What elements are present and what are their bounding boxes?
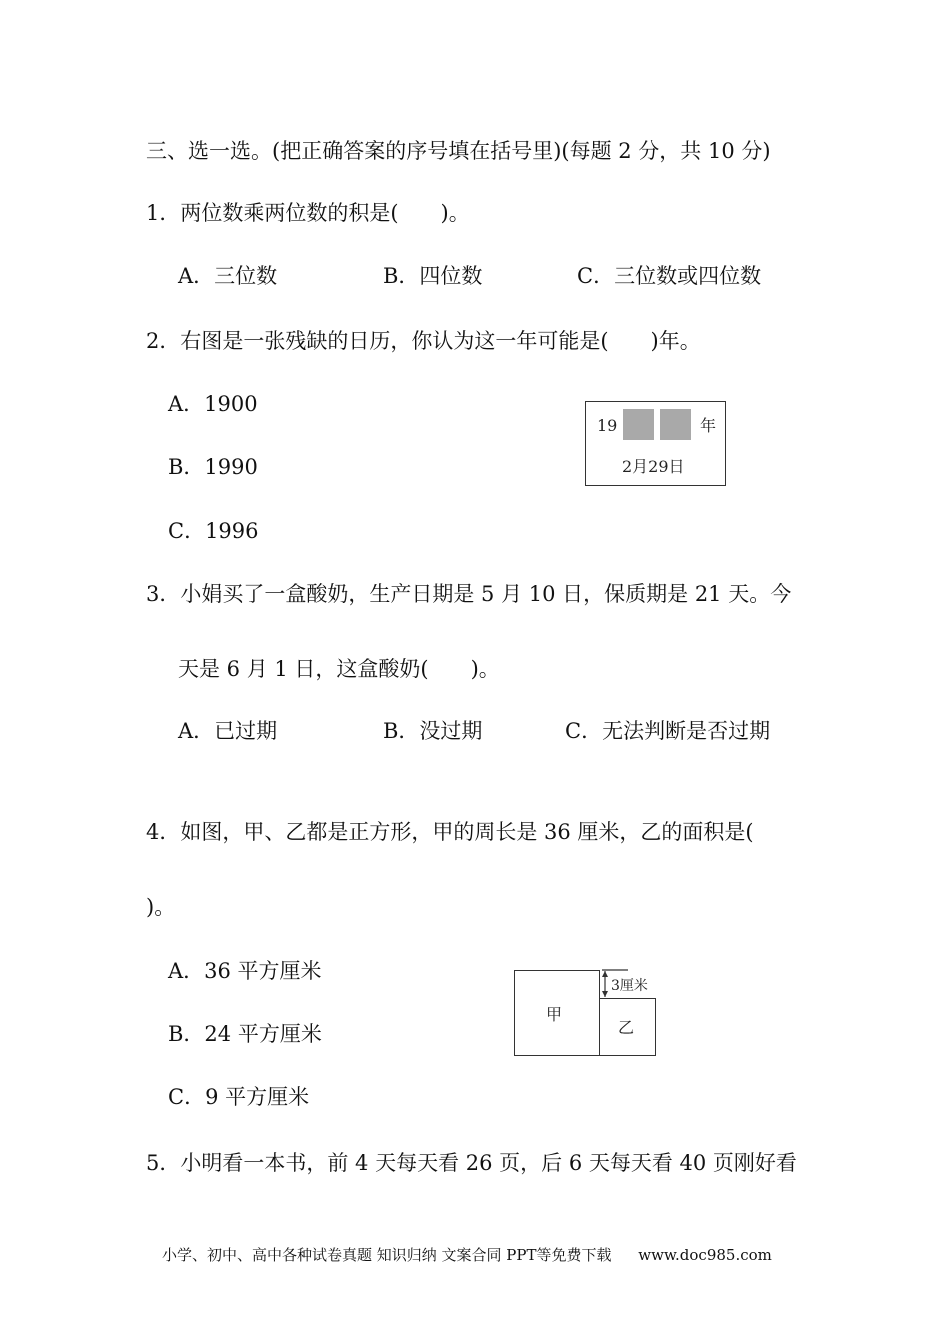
calendar-missing-digit-1 — [623, 409, 654, 440]
calendar-year-prefix: 19 — [597, 416, 618, 435]
section-title: 三、选一选。(把正确答案的序号填在括号里)(每题 2 分，共 10 分) — [146, 139, 771, 163]
calendar-figure — [585, 401, 726, 486]
question-4-option-c: C．9 平方厘米 — [168, 1085, 310, 1109]
label-yi: 乙 — [618, 1018, 635, 1037]
question-3-stem-line-1: 3．小娟买了一盒酸奶，生产日期是 5 月 10 日，保质期是 21 天。今 — [146, 582, 792, 606]
question-3-option-b: B．没过期 — [383, 719, 483, 743]
question-2-option-c: C．1996 — [168, 519, 259, 543]
footer-text: 小学、初中、高中各种试卷真题 知识归纳 文案合同 PPT等免费下载 — [162, 1246, 612, 1264]
question-1-option-b: B．四位数 — [383, 264, 483, 288]
calendar-date: 2月29日 — [622, 457, 685, 476]
footer-link[interactable]: www.doc985.com — [638, 1246, 772, 1264]
question-2-option-a: A．1900 — [168, 392, 258, 416]
measure-label: 3厘米 — [611, 978, 648, 994]
question-2-stem: 2．右图是一张残缺的日历，你认为这一年可能是( )年。 — [146, 329, 701, 353]
question-3-option-c: C．无法判断是否过期 — [565, 719, 771, 743]
question-1-stem: 1．两位数乘两位数的积是( )。 — [146, 201, 470, 225]
question-4-option-a: A．36 平方厘米 — [168, 959, 322, 983]
question-1-option-c: C．三位数或四位数 — [577, 264, 762, 288]
question-2-option-b: B．1990 — [168, 455, 258, 479]
calendar-year-suffix: 年 — [700, 416, 717, 435]
question-3-option-a: A．已过期 — [178, 719, 278, 743]
question-4-stem-line-1: 4．如图，甲、乙都是正方形，甲的周长是 36 厘米，乙的面积是( — [146, 820, 754, 844]
label-jia: 甲 — [546, 1005, 563, 1024]
question-4-stem-line-2: )。 — [146, 895, 176, 919]
question-4-option-b: B．24 平方厘米 — [168, 1022, 322, 1046]
calendar-missing-digit-2 — [660, 409, 691, 440]
question-1-option-a: A．三位数 — [178, 264, 278, 288]
question-5-stem-line-1: 5．小明看一本书，前 4 天每天看 26 页，后 6 天每天看 40 页刚好看 — [146, 1151, 797, 1175]
question-3-stem-line-2: 天是 6 月 1 日，这盒酸奶( )。 — [178, 657, 500, 681]
footer — [162, 1244, 772, 1266]
